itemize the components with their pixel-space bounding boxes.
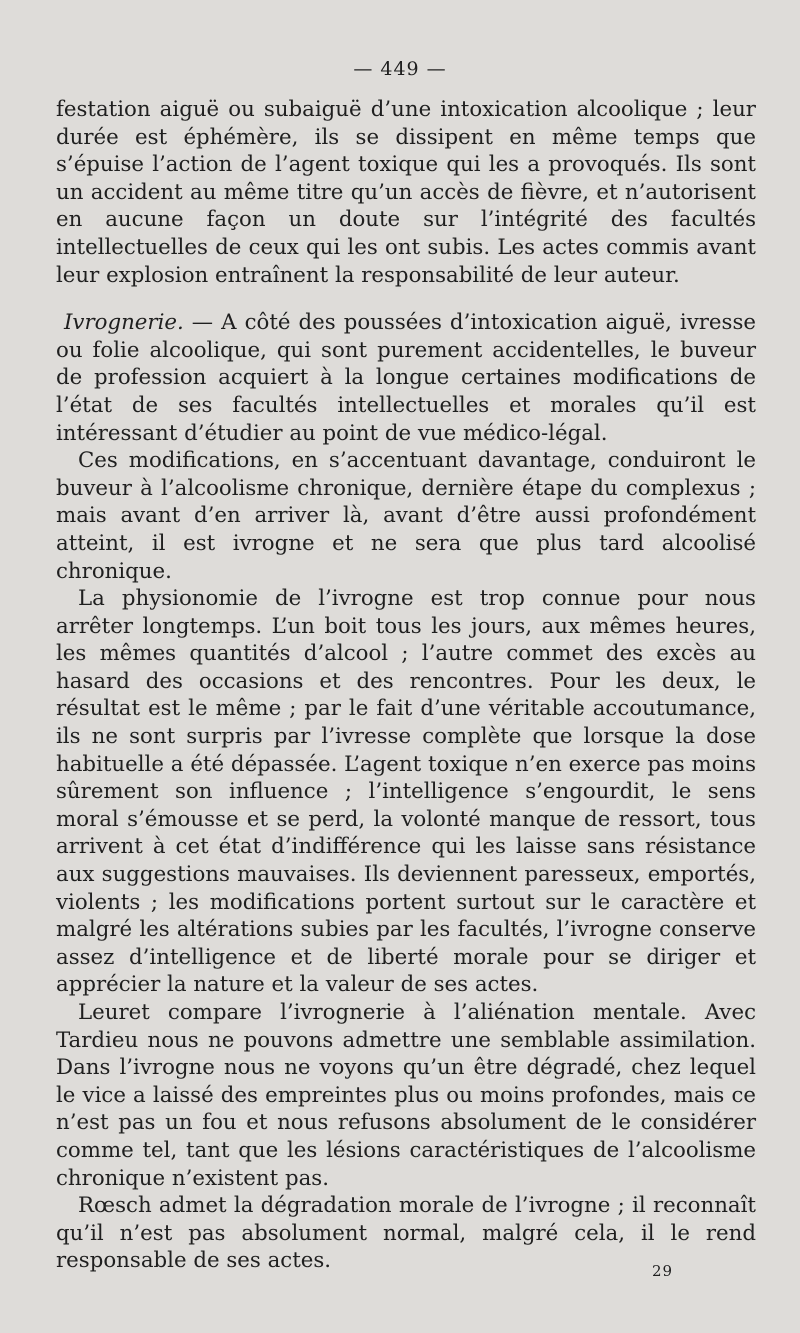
paragraph-4: La physionomie de l’ivrogne est trop connue pour nous arrêter longtemps. L’un boit tous les jours, aux mêmes heures, les mêmes quantités d’alcool ; l’autre commet des excès au hasard des occasions et des rencontres. Pour les deux, le résultat est le même ; par le fait d’une véritable accoutumance, ils ne sont surpris par l’ivresse complète que lorsque la dose habituelle a été dépassée. L’agent toxique n’en exerce pas moins sûrement son influence ; l’intelligence s’engourdit, le sens moral s’émousse et se perd, la volonté manque de ressort, tous arrivent à cet état d’indifférence qui les laisse sans résistance aux suggestions mauvaises. Ils deviennent paresseux, emportés, violents ; les modifications portent surtout sur le caractère et malgré les altérations subies par les facultés, l’ivrogne conserve assez d’intelligence et de liberté morale pour se diriger et apprécier la nature et la valeur de ses actes. — [56, 586, 756, 998]
paragraph-5: Leuret compare l’ivrognerie à l’aliénation mentale. Avec Tardieu nous ne pouvons admettre une semblable assimilation. Dans l’ivrogne nous ne voyons qu’un être dégradé, chez lequel le vice a laissé des empreintes plus ou moins profondes, mais ce n’est pas un fou et nous refusons absolument de le considérer comme tel, tant que les lésions caractéristiques de l’alcoolisme chronique n’existent pas. — [56, 1000, 756, 1191]
paragraph-3: Ces modifications, en s’accentuant davantage, conduiront le buveur à l’alcoolisme chronique, dernière étape du complexus ; mais avant d’en arriver là, avant d’être aussi profondément atteint, il est ivrogne et ne sera que plus tard alcoolisé chronique. — [56, 448, 756, 584]
section-heading-ivrognerie: Ivrognerie. — [64, 310, 184, 336]
paragraph-1: festation aiguë ou subaiguë d’une intoxication alcoolique ; leur durée est éphémère, ils se dissipent en même temps que s’épuise l’action de l’agent toxique qui les a provoqués. Ils sont un accident au même titre qu’un accès de fièvre, et n’autorisent en aucune façon un doute sur l’intégrité des facultés intellectuelles de ceux qui les ont subis. Les actes commis avant leur explosion entraînent la responsabilité de leur auteur. — [56, 97, 756, 288]
paragraph-6: Rœsch admet la dégradation morale de l’ivrogne ; il reconnaît qu’il n’est pas absolument normal, malgré cela, il le rend responsable de ses actes. — [56, 1193, 756, 1274]
page-number: — 449 — — [353, 58, 447, 80]
paragraph-2 — [56, 309, 756, 447]
paragraph-2-text: — A côté des poussées d’intoxication aiguë, ivresse ou folie alcoolique, qui sont purement accidentelles, le buveur de profession acquiert à la longue certaines modifications de l’état de ses facultés intellectuelles et morales qu’il est intéressant d’étudier au point de vue médico-légal. — [56, 310, 756, 446]
signature-mark: 29 — [652, 1262, 674, 1280]
body-text — [56, 96, 756, 1275]
